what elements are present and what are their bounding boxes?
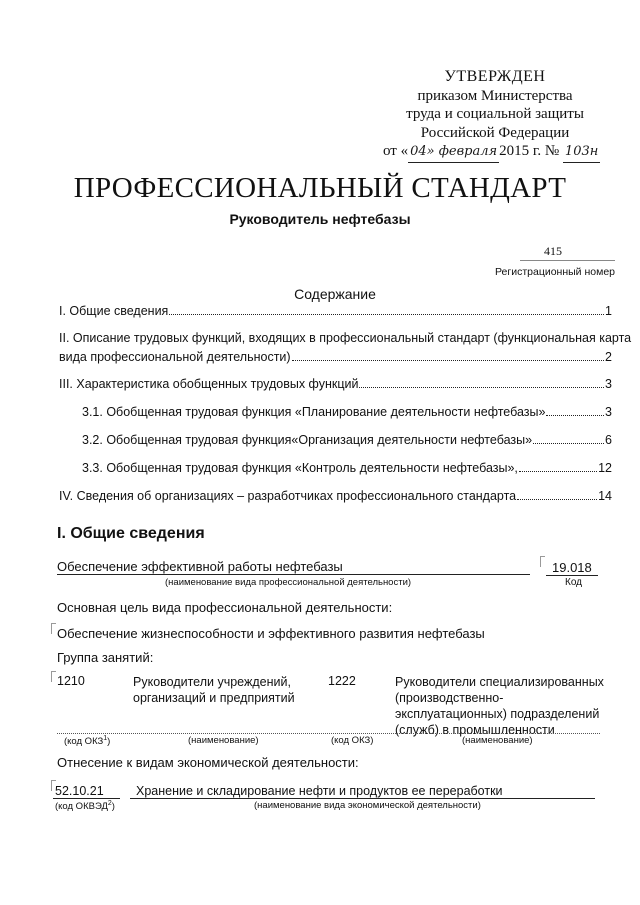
- okved-caption-text: (код ОКВЭД: [55, 801, 108, 813]
- okved-name-underline: [130, 798, 595, 799]
- okz-code-caption: (код ОКЗ$^1$): [64, 735, 111, 748]
- okved-name-caption: (наименование вида экономической деятельности): [254, 800, 481, 811]
- name-caption: (наименование): [462, 735, 533, 746]
- toc-item[interactable]: [82, 404, 612, 420]
- toc-item-text: III. Характеристика обобщенных трудовых функций: [59, 377, 359, 391]
- toc-item-text: 3.1. Обобщенная трудовая функция «Планирование деятельности нефтебазы»: [82, 405, 546, 419]
- okz-footnote-ref[interactable]: 1: [103, 735, 108, 742]
- activity-code: 19.018: [552, 560, 592, 575]
- okved-code-caption: (код ОКВЭД$^2$): [55, 800, 115, 813]
- toc-item-page: 3: [605, 405, 612, 419]
- registration-label: Регистрационный номер: [495, 266, 615, 278]
- page-title: ПРОФЕССИОНАЛЬНЫЙ СТАНДАРТ: [73, 172, 567, 204]
- toc-item[interactable]: [59, 330, 632, 365]
- toc-item[interactable]: [59, 303, 612, 319]
- toc-item-text-continued: вида профессиональной деятельности): [59, 350, 291, 364]
- date-prefix: от «: [383, 143, 409, 159]
- approval-order-line: приказом Министерства: [417, 87, 573, 104]
- goal-text: Обеспечение жизнеспособности и эффективного развития нефтебазы: [57, 626, 485, 641]
- toc-item-text: 3.3. Обобщенная трудовая функция «Контроль деятельности нефтебазы»,: [82, 461, 518, 475]
- year-text: 2015 г. №: [499, 143, 560, 159]
- goal-bracket: [51, 623, 56, 634]
- registration-number: 415: [544, 244, 562, 258]
- toc-item-page: 14: [598, 489, 612, 503]
- toc-item-page: 6: [605, 433, 612, 447]
- activity-name: Обеспечение эффективной работы нефтебазы: [57, 559, 343, 574]
- okz-code-caption: (код ОКЗ): [331, 735, 374, 746]
- okz-code: 1210: [57, 674, 85, 688]
- okz-name: [395, 674, 604, 738]
- toc-item[interactable]: [82, 432, 612, 448]
- okz-name-line: (служб) в промышленности: [395, 723, 555, 737]
- approval-ministry-line: труда и социальной защиты: [406, 106, 584, 122]
- goal-label: Основная цель вида профессиональной деятельности:: [57, 600, 393, 615]
- toc-item-text: I. Общие сведения: [59, 304, 169, 318]
- group-bracket: [51, 671, 56, 682]
- okved-footnote-ref[interactable]: 2: [107, 800, 112, 807]
- activity-underline: [57, 574, 530, 575]
- toc-item[interactable]: [82, 460, 612, 476]
- okz-name-line: Руководители специализированных: [395, 675, 604, 689]
- code-bracket: [540, 556, 545, 567]
- approval-date-line: [383, 142, 599, 163]
- toc-item[interactable]: [59, 488, 612, 504]
- approval-block: [383, 68, 599, 163]
- code-underline: [546, 575, 598, 576]
- toc-item-page: 3: [605, 377, 612, 391]
- okz-code: 1222: [328, 674, 356, 688]
- okz-code-caption-text: (код ОКЗ: [64, 736, 104, 748]
- activity-caption: (наименование вида профессиональной деятельности): [165, 577, 412, 588]
- toc-item-text: II. Описание трудовых функций, входящих в профессиональный стандарт (функциональная карта: [59, 331, 632, 345]
- registration-underline: [520, 260, 615, 261]
- toc-item-page: 1: [605, 304, 612, 318]
- econ-label: Отнесение к видам экономической деятельности:: [57, 755, 359, 770]
- group-underline: [57, 733, 600, 734]
- code-label: Код: [565, 577, 583, 588]
- toc-item[interactable]: [59, 376, 612, 392]
- handwritten-order-number: 103н: [563, 143, 600, 163]
- handwritten-date: 04» февраля: [408, 143, 499, 163]
- okz-name: Руководители учреждений, организаций и предприятий: [133, 675, 295, 705]
- toc-item-page: 2: [605, 350, 612, 364]
- okved-name: Хранение и складирование нефти и продуктов ее переработки: [136, 784, 503, 798]
- group-label: Группа занятий:: [57, 650, 154, 665]
- contents-title: Содержание: [294, 286, 376, 302]
- okved-code-underline: [53, 798, 120, 799]
- section-heading: I. Общие сведения: [57, 525, 205, 542]
- name-caption: (наименование): [188, 735, 259, 746]
- toc-item-text: IV. Сведения об организациях – разработчиках профессионального стандарта: [59, 489, 517, 503]
- page-subtitle: Руководитель нефтебазы: [229, 211, 411, 227]
- approval-title: УТВЕРЖДЕН: [444, 68, 546, 85]
- okz-name-line: (производственно-: [395, 691, 504, 705]
- approval-country-line: Российской Федерации: [420, 124, 570, 141]
- toc-item-page: 12: [598, 461, 612, 475]
- okz-name-line: эксплуатационных) подразделений: [395, 707, 600, 721]
- okved-code: 52.10.21: [55, 784, 104, 798]
- toc-item-text: 3.2. Обобщенная трудовая функция«Организация деятельности нефтебазы»: [82, 433, 533, 447]
